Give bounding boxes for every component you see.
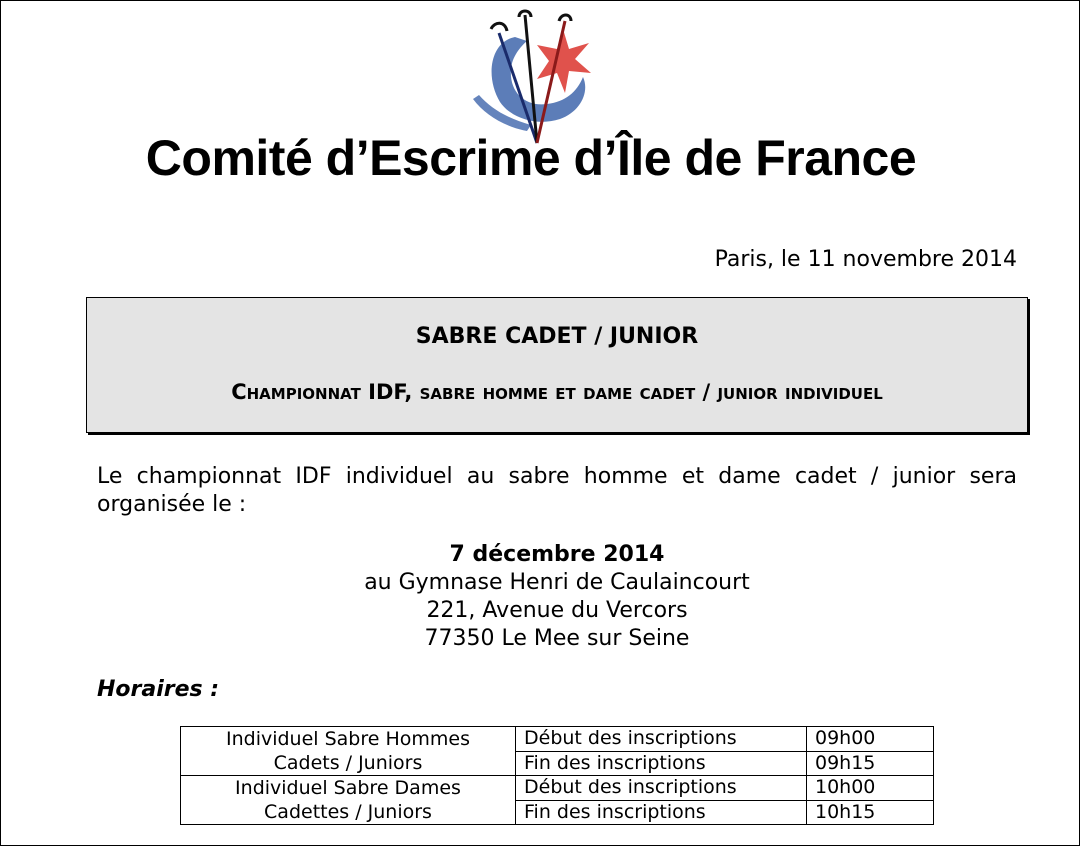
- event-venue: au Gymnase Henri de Caulaincourt: [364, 570, 750, 595]
- step-cell: Début des inscriptions: [516, 776, 807, 801]
- event-subtitle: Championnat IDF, sabre homme et dame cadet / junior individuel: [231, 380, 883, 404]
- time-cell: 10h00: [807, 776, 934, 801]
- schedule-label: Horaires :: [97, 677, 220, 702]
- category-cell: [181, 776, 516, 825]
- table-row: [181, 776, 934, 801]
- document-date: Paris, le 11 novembre 2014: [714, 247, 1017, 272]
- schedule-table: [180, 726, 934, 825]
- event-details: [1, 541, 1080, 653]
- time-cell: 09h00: [807, 727, 934, 752]
- event-title: SABRE CADET / JUNIOR: [415, 324, 699, 349]
- step-cell: Début des inscriptions: [516, 727, 807, 752]
- time-cell: 09h15: [807, 751, 934, 776]
- event-street: 221, Avenue du Vercors: [426, 598, 688, 623]
- event-city: 77350 Le Mee sur Seine: [424, 626, 690, 651]
- category-cell: [181, 727, 516, 776]
- category-line: Individuel Sabre Dames: [235, 777, 461, 799]
- step-cell: Fin des inscriptions: [516, 800, 807, 825]
- category-line: Individuel Sabre Hommes: [225, 728, 471, 750]
- fencing-sabres-logo-icon: [465, 7, 605, 147]
- organization-title: Comité d’Escrime d’Île de France: [145, 130, 917, 186]
- table-row: [181, 727, 934, 752]
- category-line: Cadettes / Juniors: [264, 801, 432, 823]
- event-date: 7 décembre 2014: [449, 542, 665, 567]
- step-cell: Fin des inscriptions: [516, 751, 807, 776]
- category-line: Cadets / Juniors: [273, 752, 423, 774]
- time-cell: 10h15: [807, 800, 934, 825]
- title-box: [86, 297, 1028, 433]
- intro-paragraph: Le championnat IDF individuel au sabre homme et dame cadet / junior sera organisée le :: [97, 464, 1017, 517]
